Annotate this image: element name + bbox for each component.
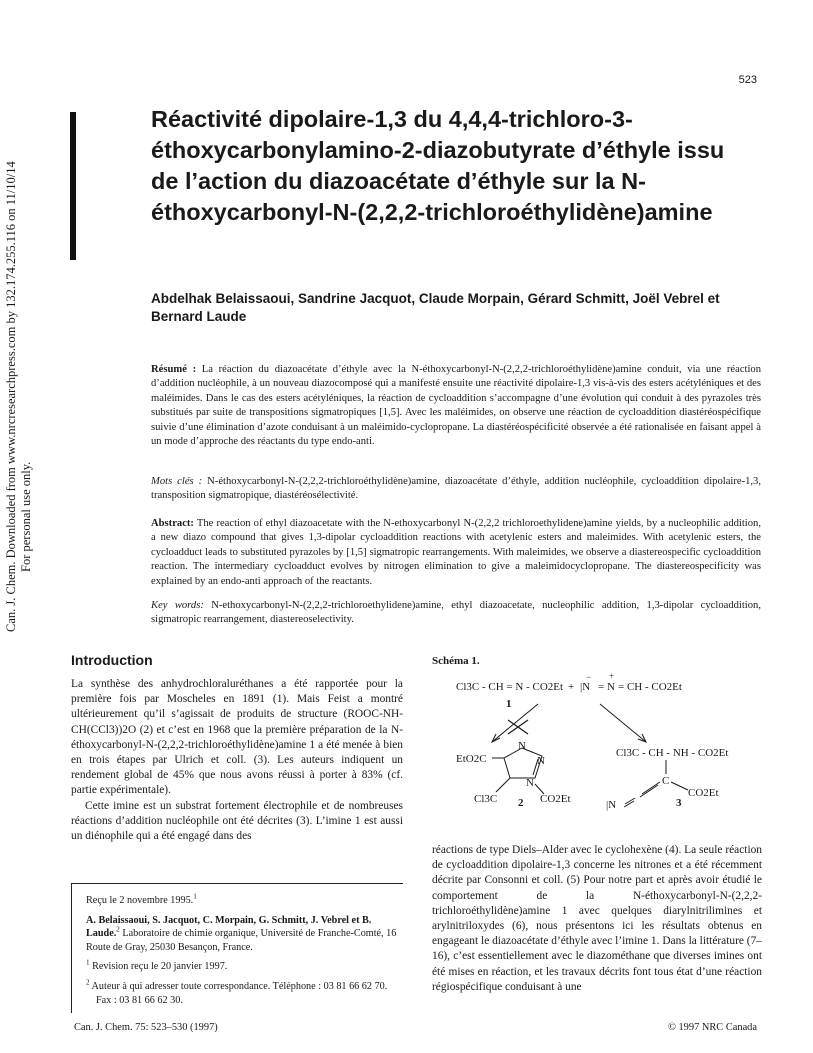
ring-nitrogen: N bbox=[526, 777, 534, 789]
diazo-bond bbox=[642, 782, 660, 794]
page-number: 523 bbox=[738, 74, 757, 86]
download-notice bbox=[4, 161, 33, 632]
footnote-1-marker: 1 bbox=[86, 958, 90, 967]
article-title: Réactivité dipolaire-1,3 du 4,4,4-trichloro-3-éthoxycarbonylamino-2-diazobutyrate d’éthyle issu de l’action du diazoacétate d’éthyle sur la N-éthoxycarbonyl-N-(2,2,2-trichloroéthylidène)amine bbox=[151, 106, 725, 225]
product-3-chain: Cl3C - CH - NH - CO2Et bbox=[616, 747, 729, 759]
arrow-left bbox=[492, 704, 538, 742]
resume-text: La réaction du diazoacétate d’éthyle avec la N-éthoxycarbonyl-N-(2,2,2-trichloroéthylidène)amine conduit, via une réaction d’addition nucléophile, à un nouveau diazocomposé qui a manifesté ensuite une réactivité dipolaire-1,3 vis-à-vis des esters acétyléniques et des maléimides. Dans le cas des esters acétyléniques, la réaction de cycloaddition s’accompagne d’une évolution qui conduit à des pyrazoles très substitués par suite de transpositions sigmatropiques [1,5]. Avec les maléimides, on observe une réaction de cycloaddition diastéréospécifique suivie d’une élimination d’azote conduisant à un maléimido-cyclopropane. La diastéréospécificité observée a été rationalisée en faisant appel à un mode d’approche des réactants du type endo-anti. bbox=[151, 364, 762, 448]
diazo-product bbox=[606, 747, 728, 811]
reactant-imine: Cl3C - CH = N - CO2Et bbox=[456, 681, 564, 693]
ccl3-bond bbox=[496, 778, 510, 792]
affiliation-text: Laboratoire de chimie organique, Université de Franche-Comté, 16 Route de Gray, 25030 Besançon, France. bbox=[86, 928, 397, 953]
resume-label: Résumé : bbox=[151, 364, 197, 375]
ring-nitrogen: N bbox=[537, 755, 545, 767]
received-date bbox=[86, 894, 403, 908]
reactant-diazo-n1: |N bbox=[580, 681, 591, 693]
abstract-text: The reaction of ethyl diazoacetate with the N-ethoxycarbonyl N-(2,2,2 trichloroethylidene)amine yields, by a nucleophilic addition, a new diazo compound that gives 1,3-dipolar cycloaddition reactions with acetylenic esters and maleimides. With acetylenic esters, the cycloadduct leads to substituted pyrazoles by [1,5] sigmatropic rearrangements. With maleimides, we observe a diastereospecific cycloaddition reaction. The intermediary cycloadduct evolves by nitrogen elimination to give a maleimidocyclopropane. The diastereospecificity was explained by an endo-anti approach of the reactants. bbox=[151, 518, 761, 587]
diazo-bond bbox=[640, 785, 658, 797]
ester-substituent: EtO2C bbox=[456, 753, 487, 765]
footnote-2-text: Auteur à qui adresser toute correspondance. Téléphone : 03 81 66 62 70. Fax : 03 81 66 62 30. bbox=[91, 980, 388, 1006]
affiliation bbox=[86, 914, 403, 955]
product-3-carbon: C bbox=[662, 775, 670, 787]
download-notice-line: For personal use only. bbox=[19, 461, 33, 572]
charge-plus: + bbox=[609, 672, 615, 681]
reaction-scheme bbox=[430, 672, 770, 842]
author-list: Abdelhak Belaissaoui, Sandrine Jacquot, Claude Morpain, Gérard Schmitt, Joël Vebrel et Bernard Laude bbox=[151, 291, 720, 324]
reactant-diazo-rest: = CH - CO2Et bbox=[618, 681, 682, 693]
mots-cles-text: N-éthoxycarbonyl-N-(2,2,2-trichloroéthylidène)amine, diazoacétate d’éthyle, addition nucléophile, cycloaddition dipolaire-1,3, transposition sigmatropique, diastéréosélectivité. bbox=[151, 476, 762, 502]
compound-label-1: 1 bbox=[506, 698, 512, 710]
received-marker: 1 bbox=[193, 892, 197, 901]
footnote-2 bbox=[86, 980, 403, 1007]
title-rule bbox=[70, 112, 76, 260]
abstract-label: Abstract: bbox=[151, 518, 194, 529]
right-column-text: réactions de type Diels–Alder avec le cyclohexène (4). La seule réaction de cycloaddition dipolaire-1,3 concerne les nitrones et a été récemment décrite par Consonni et coll. (5) Pour notre part et après avoir étudié le comportement de la N-éthoxycarbonyl-N-(2,2,2-trichloroéthylidène)amine 1 avec quelques diarylnitrilimines et arylnitriloxydes (6), nous présentons ici les résultats obtenus en engageant le diazoacétate d’éthyle avec l’imine 1. Dans la littérature (7–16), c’est essentiellement avec le diazométhane que diverses imines ont été mises en réaction, et les travaux décrits font tous état d’une réaction régiospécifique conduisant à une bbox=[432, 844, 762, 993]
charge-minus: − bbox=[586, 672, 592, 682]
copyright-notice: © 1997 NRC Canada bbox=[668, 1022, 757, 1033]
trichloromethyl-substituent: Cl3C bbox=[474, 793, 498, 805]
footnote-box bbox=[71, 883, 403, 1013]
introduction-body bbox=[71, 677, 403, 844]
reactant-diazo-eq: = bbox=[598, 681, 605, 693]
plus-sign: + bbox=[568, 681, 575, 693]
resume-paragraph bbox=[151, 363, 761, 449]
arrow-right bbox=[600, 704, 646, 742]
mots-cles-label: Mots clés : bbox=[151, 476, 203, 487]
keywords-paragraph bbox=[151, 599, 761, 628]
affiliation-marker: 2 bbox=[116, 925, 120, 934]
reactant-diazo-n2: N bbox=[607, 681, 615, 693]
ring-nitrogen: N bbox=[518, 740, 526, 752]
journal-citation: Can. J. Chem. 75: 523–530 (1997) bbox=[74, 1022, 218, 1033]
introduction-heading: Introduction bbox=[71, 652, 153, 668]
footnote-2-marker: 2 bbox=[86, 978, 90, 987]
footnote-1 bbox=[86, 960, 403, 974]
product-3-ester: CO2Et bbox=[688, 787, 719, 799]
keywords-text: N-ethoxycarbonyl-N-(2,2,2-trichloroethylidene)amine, ethyl diazoacetate, nucleophilic addition, 1,3-dipolar cycloaddition, sigmatropic rearrangement, diastereoselectivity. bbox=[151, 600, 761, 626]
footnote-1-text: Revision reçu le 20 janvier 1997. bbox=[92, 961, 228, 973]
scheme-label: Schéma 1. bbox=[432, 655, 480, 667]
abstract-paragraph bbox=[151, 517, 761, 589]
keywords-label: Key words: bbox=[151, 600, 204, 611]
affiliation-authors: A. Belaissaoui, S. Jacquot, C. Morpain, G. Schmitt, J. Vebrel et B. Laude. bbox=[86, 914, 372, 940]
introduction-paragraph: Cette imine est un substrat fortement électrophile et de nombreuses réactions d’addition nucléophile ont été décrites (3). L’imine 1 est aussi un diénophile qui a été engagé dans des bbox=[71, 799, 403, 843]
ester-bond bbox=[671, 782, 688, 790]
pyrazoline-product bbox=[456, 740, 571, 809]
product-3-nitrogen: |N bbox=[606, 799, 617, 811]
compound-label-2: 2 bbox=[518, 797, 524, 809]
download-notice-line: Can. J. Chem. Downloaded from www.nrcresearchpress.com by 132.174.255.116 on 11/10/14 bbox=[4, 161, 18, 632]
carbamate-substituent: CO2Et bbox=[540, 793, 571, 805]
mots-cles-paragraph bbox=[151, 475, 761, 504]
introduction-paragraph: La synthèse des anhydrochloraluréthanes a été rapportée pour la première fois par Moscheles en 1891 (1). Mais Feist a montré ultérieurement qu’il s’agissait de produits de structure (ROOC-NH-CH(CCl3))2O (2) et c’est en 1968 que la première préparation de la N-éthoxycarbonyl-N-(2,2,2-trichloroéthylidène)amine 1 a été menée à bien en trois étapes par Ulrich et coll. (3). Les auteurs indiquent un rendement global de 45% que nous avons réussi à porter à 83% (cf. partie expérimentale). bbox=[71, 678, 403, 797]
received-text: Reçu le 2 novembre 1995. bbox=[86, 895, 194, 906]
compound-label-3: 3 bbox=[676, 797, 682, 809]
